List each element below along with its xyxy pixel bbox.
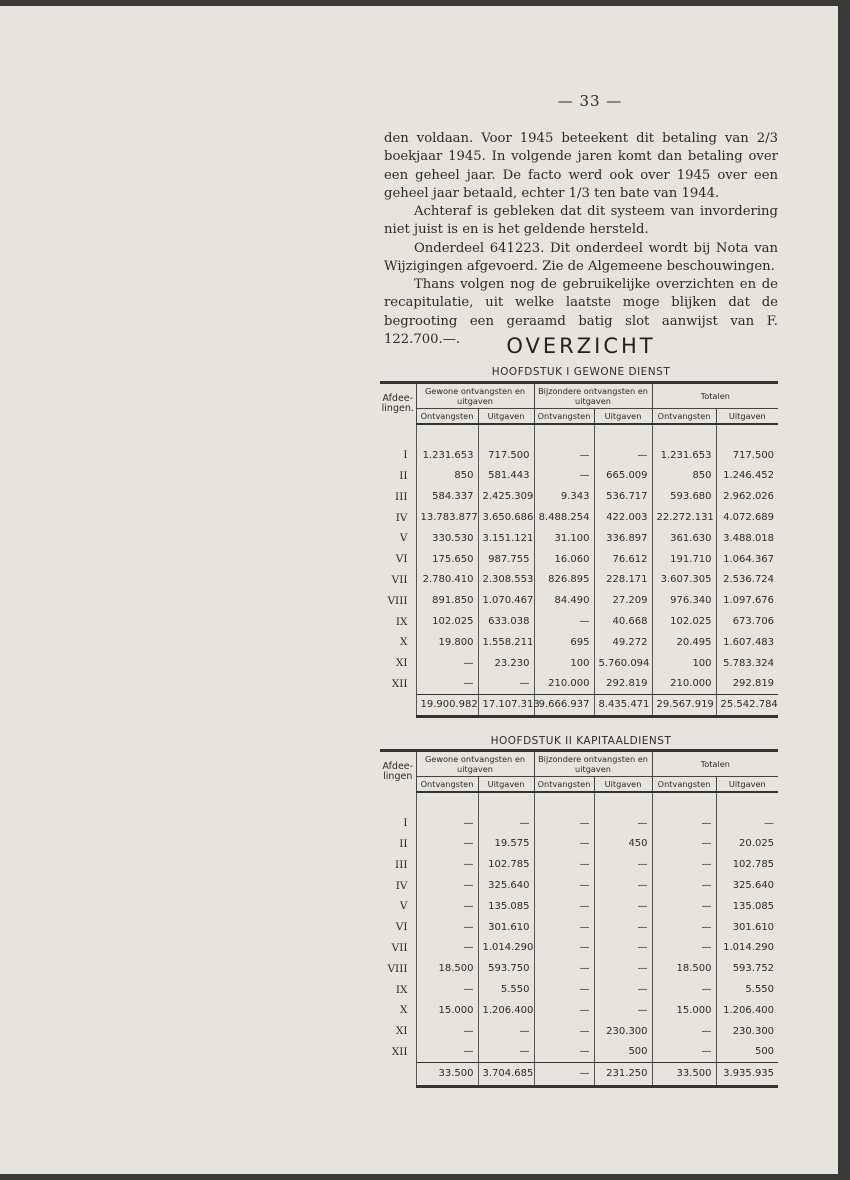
table-cell: 325.640 — [716, 875, 778, 896]
table-row — [380, 674, 778, 695]
table-cell: 325.640 — [478, 875, 534, 896]
table-cell: 49.272 — [594, 632, 652, 653]
row-label: IV — [395, 879, 408, 892]
total-cell: 8.435.471 — [594, 694, 652, 716]
table-cell: — — [534, 611, 594, 632]
table-cell: 1.231.653 — [652, 445, 716, 466]
row-label: III — [395, 858, 408, 871]
total-cell: 25.542.784 — [716, 694, 778, 716]
table-cell: 76.612 — [594, 549, 652, 570]
table-cell: 292.819 — [716, 674, 778, 695]
table-cell: — — [416, 979, 478, 1000]
table-cell: — — [534, 938, 594, 959]
row-label: I — [403, 449, 408, 462]
table-cell: 336.897 — [594, 528, 652, 549]
table-cell: 228.171 — [594, 570, 652, 591]
table-cell: 15.000 — [652, 1000, 716, 1021]
table-cell: 301.610 — [478, 917, 534, 938]
table2-caption: HOOFDSTUK II KAPITAALDIENST — [490, 735, 672, 747]
table-cell: 536.717 — [594, 486, 652, 507]
header-ontvangsten: Ontvangsten — [652, 409, 716, 425]
header-uitgaven: Uitgaven — [594, 777, 652, 793]
row-label: II — [399, 837, 408, 850]
table-cell: — — [534, 813, 594, 834]
table-cell: 23.230 — [478, 653, 534, 674]
row-label: XI — [395, 657, 408, 670]
table-cell: — — [534, 1021, 594, 1042]
row-label: VII — [391, 573, 408, 586]
table-cell: — — [416, 1042, 478, 1063]
header-gewone: Gewone ontvangsten en uitgaven — [416, 751, 534, 777]
table-cell: 19.800 — [416, 632, 478, 653]
table-cell: 584.337 — [416, 486, 478, 507]
table-row — [380, 979, 778, 1000]
table-row — [380, 938, 778, 959]
table1-body — [380, 424, 778, 694]
table-cell: — — [594, 875, 652, 896]
table-cell: 450 — [594, 834, 652, 855]
table-cell: — — [478, 1021, 534, 1042]
header-afdeelingen: Afdee-lingen. — [380, 383, 416, 425]
table-row — [380, 611, 778, 632]
table-cell: — — [652, 979, 716, 1000]
row-label: II — [399, 469, 408, 482]
table-cell: 210.000 — [652, 674, 716, 695]
table-cell: — — [652, 854, 716, 875]
table-cell: 2.308.553 — [478, 570, 534, 591]
table-cell: 593.750 — [478, 958, 534, 979]
table-kapitaaldienst — [380, 749, 778, 1088]
table-cell: — — [594, 445, 652, 466]
table-cell: — — [594, 958, 652, 979]
paragraph-1: den voldaan. Voor 1945 beteekent dit betaling van 2/3 boekjaar 1945. In volgende jaren komt dan betaling over een geheel jaar. De facto werd ook over 1945 over een geheel jaar betaald, echter 1/3 ten bate van 1944. — [384, 131, 778, 201]
table-cell: 5.550 — [716, 979, 778, 1000]
table-row — [380, 590, 778, 611]
row-label: VIII — [387, 594, 408, 607]
table-cell: — — [416, 674, 478, 695]
table-cell: 102.785 — [716, 854, 778, 875]
table-cell: 84.490 — [534, 590, 594, 611]
table-cell: 1.231.653 — [416, 445, 478, 466]
table-cell: 18.500 — [416, 958, 478, 979]
table-row — [380, 653, 778, 674]
table-row — [380, 813, 778, 834]
table-cell: 500 — [594, 1042, 652, 1063]
paragraph-4: Thans volgen nog de gebruikelijke overzichten en de recapitulatie, uit welke laatste moge blijken dat de begrooting een geraamd batig slot aanwijst van F. 122.700.—. — [384, 277, 778, 347]
paragraph-3: Onderdeel 641223. Dit onderdeel wordt bij Nota van Wijzigingen afgevoerd. Zie de Algemeene beschouwingen. — [384, 241, 778, 275]
table-row — [380, 486, 778, 507]
table-row — [380, 854, 778, 875]
table-cell: — — [416, 813, 478, 834]
table-cell: 3.650.686 — [478, 507, 534, 528]
table-cell: 20.025 — [716, 834, 778, 855]
table-row — [380, 570, 778, 591]
table-cell: 1.014.290 — [478, 938, 534, 959]
table-cell: 1.607.483 — [716, 632, 778, 653]
table-cell: — — [594, 813, 652, 834]
total-cell: 33.500 — [652, 1062, 716, 1086]
table-row — [380, 958, 778, 979]
table-cell: 422.003 — [594, 507, 652, 528]
table-row — [380, 528, 778, 549]
table-cell: 31.100 — [534, 528, 594, 549]
total-cell: 9.666.937 — [534, 694, 594, 716]
table-cell: 13.783.877 — [416, 507, 478, 528]
header-totalen: Totalen — [652, 751, 778, 777]
table-cell: — — [534, 875, 594, 896]
table-cell: — — [534, 979, 594, 1000]
row-label: XII — [391, 1045, 408, 1058]
table-cell: — — [652, 917, 716, 938]
row-label: XI — [395, 1025, 408, 1038]
row-label: III — [395, 490, 408, 503]
table1-caption: HOOFDSTUK I GEWONE DIENST — [491, 366, 671, 378]
overview-title: OVERZICHT — [506, 334, 656, 358]
table-cell: 891.850 — [416, 590, 478, 611]
table-cell: 19.575 — [478, 834, 534, 855]
header-ontvangsten: Ontvangsten — [416, 409, 478, 425]
table-cell: — — [534, 834, 594, 855]
table-cell: 2.536.724 — [716, 570, 778, 591]
table-cell: 135.085 — [716, 896, 778, 917]
table-cell: 717.500 — [716, 445, 778, 466]
table-cell: 673.706 — [716, 611, 778, 632]
table-cell: 3.607.305 — [652, 570, 716, 591]
table-cell: 1.206.400 — [478, 1000, 534, 1021]
header-uitgaven: Uitgaven — [594, 409, 652, 425]
header-bijzondere: Bijzondere ontvangsten en uitgaven — [534, 751, 652, 777]
table-cell: — — [594, 1000, 652, 1021]
table-cell: 717.500 — [478, 445, 534, 466]
table-cell: 987.755 — [478, 549, 534, 570]
table-cell: 2.425.309 — [478, 486, 534, 507]
table-cell: 210.000 — [534, 674, 594, 695]
header-ontvangsten: Ontvangsten — [416, 777, 478, 793]
table-row — [380, 1021, 778, 1042]
row-label: VI — [395, 553, 408, 566]
table-cell: 102.025 — [416, 611, 478, 632]
table-cell: 665.009 — [594, 466, 652, 487]
table-cell: 593.680 — [652, 486, 716, 507]
table-row — [380, 445, 778, 466]
table-cell: 135.085 — [478, 896, 534, 917]
row-label: IV — [395, 511, 408, 524]
table-row — [380, 466, 778, 487]
table-cell: 18.500 — [652, 958, 716, 979]
table-cell: 500 — [716, 1042, 778, 1063]
row-label: X — [400, 636, 408, 649]
table-cell: 22.272.131 — [652, 507, 716, 528]
row-label: VII — [391, 941, 408, 954]
table-cell: 301.610 — [716, 917, 778, 938]
table-cell: 230.300 — [594, 1021, 652, 1042]
paragraph-2: Achteraf is gebleken dat dit systeem van invordering niet juist is en is het geldende hersteld. — [384, 204, 778, 238]
header-ontvangsten: Ontvangsten — [534, 409, 594, 425]
table1-totals-row — [380, 694, 778, 716]
table-row — [380, 875, 778, 896]
table-cell: — — [416, 653, 478, 674]
table-row — [380, 632, 778, 653]
table2-body — [380, 792, 778, 1062]
table-cell: 230.300 — [716, 1021, 778, 1042]
table-cell: 27.209 — [594, 590, 652, 611]
total-cell: 33.500 — [416, 1062, 478, 1086]
header-uitgaven: Uitgaven — [478, 777, 534, 793]
table-cell: 1.206.400 — [716, 1000, 778, 1021]
table-cell: 1.097.676 — [716, 590, 778, 611]
table-cell: 102.785 — [478, 854, 534, 875]
table-cell: — — [594, 854, 652, 875]
table-cell: 2.780.410 — [416, 570, 478, 591]
table-cell: — — [652, 1021, 716, 1042]
header-ontvangsten: Ontvangsten — [534, 777, 594, 793]
table-cell: — — [534, 958, 594, 979]
table-cell: 5.783.324 — [716, 653, 778, 674]
table-cell: 5.550 — [478, 979, 534, 1000]
table-cell: — — [594, 896, 652, 917]
header-uitgaven: Uitgaven — [478, 409, 534, 425]
table-cell: 8.488.254 — [534, 507, 594, 528]
row-label: I — [403, 817, 408, 830]
table-cell: 100 — [652, 653, 716, 674]
total-cell: 231.250 — [594, 1062, 652, 1086]
table-cell: — — [534, 854, 594, 875]
table-cell: — — [594, 938, 652, 959]
table-cell: — — [416, 938, 478, 959]
table-cell: — — [652, 938, 716, 959]
table-cell: — — [534, 917, 594, 938]
table-row — [380, 1000, 778, 1021]
total-cell: 17.107.313 — [478, 694, 534, 716]
row-label: IX — [395, 615, 408, 628]
table-cell: — — [416, 917, 478, 938]
total-cell: 3.704.685 — [478, 1062, 534, 1086]
table-cell: 4.072.689 — [716, 507, 778, 528]
table-cell: 695 — [534, 632, 594, 653]
table-cell: — — [416, 896, 478, 917]
table-cell: 40.668 — [594, 611, 652, 632]
table-row — [380, 1042, 778, 1063]
table-cell: — — [534, 445, 594, 466]
table-cell: — — [478, 1042, 534, 1063]
table-cell: 1.070.467 — [478, 590, 534, 611]
row-label: IX — [395, 983, 408, 996]
table-cell: — — [478, 674, 534, 695]
table-cell: 20.495 — [652, 632, 716, 653]
row-label: XII — [391, 677, 408, 690]
table-cell: — — [652, 813, 716, 834]
table-cell: 826.895 — [534, 570, 594, 591]
table-cell: — — [534, 1042, 594, 1063]
table-cell: 1.014.290 — [716, 938, 778, 959]
table2-totals-row — [380, 1062, 778, 1086]
table-cell: 15.000 — [416, 1000, 478, 1021]
table-row — [380, 834, 778, 855]
table-cell: — — [416, 1021, 478, 1042]
row-label: V — [399, 900, 408, 913]
table-row — [380, 549, 778, 570]
row-label: V — [399, 532, 408, 545]
table-cell: — — [594, 917, 652, 938]
table-cell: 1.064.367 — [716, 549, 778, 570]
header-afdeelingen: Afdee-lingen — [380, 751, 416, 793]
table-row — [380, 896, 778, 917]
table-cell: — — [416, 834, 478, 855]
table-cell: 1.558.211 — [478, 632, 534, 653]
table-cell: 5.760.094 — [594, 653, 652, 674]
table-cell: 3.151.121 — [478, 528, 534, 549]
page-number: — 33 — — [557, 92, 623, 110]
table-cell: — — [534, 466, 594, 487]
table-cell: 16.060 — [534, 549, 594, 570]
header-uitgaven: Uitgaven — [716, 777, 778, 793]
table-cell: — — [416, 854, 478, 875]
table-cell: — — [478, 813, 534, 834]
table-row — [380, 507, 778, 528]
table-cell: — — [652, 896, 716, 917]
header-bijzondere: Bijzondere ontvangsten en uitgaven — [534, 383, 652, 409]
table-cell: — — [652, 1042, 716, 1063]
table-cell: 581.443 — [478, 466, 534, 487]
table-cell: 850 — [416, 466, 478, 487]
total-cell: 19.900.982 — [416, 694, 478, 716]
table-cell: 361.630 — [652, 528, 716, 549]
header-totalen: Totalen — [652, 383, 778, 409]
table-cell: — — [652, 875, 716, 896]
table-cell: — — [416, 875, 478, 896]
document-page — [0, 6, 838, 1174]
table-cell: 292.819 — [594, 674, 652, 695]
total-cell: — — [534, 1062, 594, 1086]
table-cell: — — [534, 1000, 594, 1021]
table-gewone-dienst — [380, 381, 778, 718]
header-uitgaven: Uitgaven — [716, 409, 778, 425]
table-row — [380, 917, 778, 938]
table-cell: — — [716, 813, 778, 834]
row-label: X — [400, 1004, 408, 1017]
total-cell: 29.567.919 — [652, 694, 716, 716]
total-cell: 3.935.935 — [716, 1062, 778, 1086]
table-cell: 976.340 — [652, 590, 716, 611]
row-label: VIII — [387, 962, 408, 975]
table-cell: 3.488.018 — [716, 528, 778, 549]
table-cell: — — [652, 834, 716, 855]
table-cell: 633.038 — [478, 611, 534, 632]
table-cell: 1.246.452 — [716, 466, 778, 487]
table-cell: 175.650 — [416, 549, 478, 570]
table-cell: 593.752 — [716, 958, 778, 979]
table-cell: — — [594, 979, 652, 1000]
table-cell: — — [534, 896, 594, 917]
table-cell: 102.025 — [652, 611, 716, 632]
header-gewone: Gewone ontvangsten en uitgaven — [416, 383, 534, 409]
table-cell: 850 — [652, 466, 716, 487]
header-ontvangsten: Ontvangsten — [652, 777, 716, 793]
table-cell: 100 — [534, 653, 594, 674]
row-label: VI — [395, 921, 408, 934]
table-cell: 9.343 — [534, 486, 594, 507]
table-cell: 2.962.026 — [716, 486, 778, 507]
table-cell: 330.530 — [416, 528, 478, 549]
table-cell: 191.710 — [652, 549, 716, 570]
